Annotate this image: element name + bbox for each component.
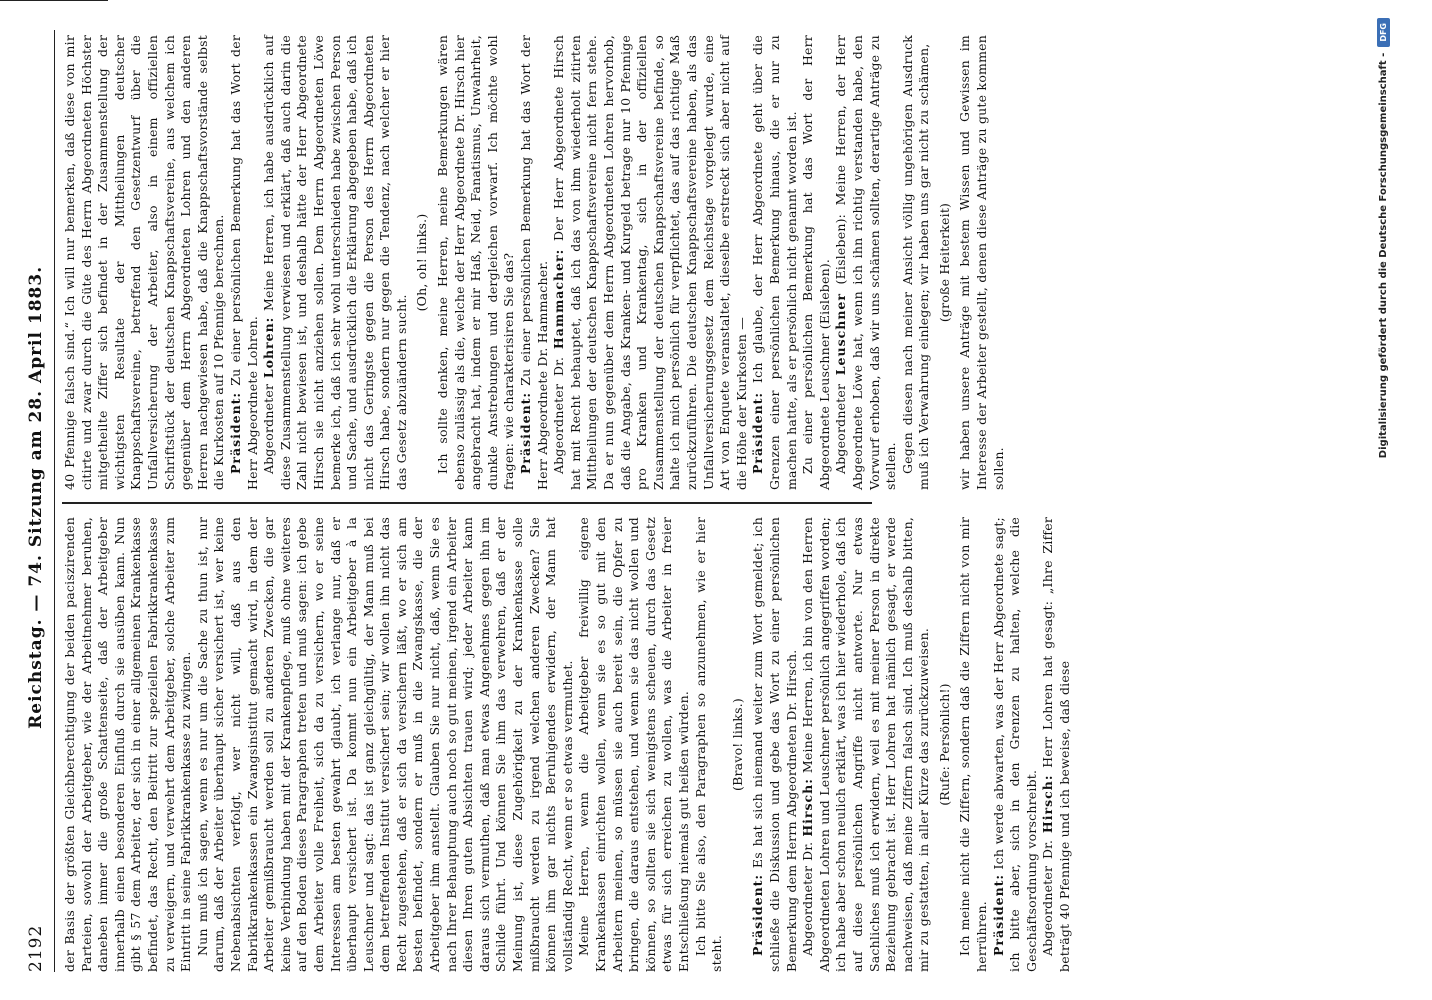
speaker-name: Präsident: (227, 391, 243, 474)
remark: (große Heiterkeit) (936, 202, 952, 323)
paragraph (750, 35, 800, 490)
remark: (Bravo! links.) (729, 698, 745, 791)
paragraph (991, 517, 1041, 972)
speaker-title: Abgeordneter Dr. (800, 841, 816, 956)
paragraph: Ich meine nicht die Ziffern, sondern daß die Ziffern nicht von mir herrühren. (957, 517, 990, 972)
speaker-name: Präsident: (518, 391, 534, 474)
speaker-name: Präsident: (750, 391, 766, 474)
speech-text: Zu einer persönlichen Bemerkung hat das Wort der Herr Abgeordnete Dr. Hammacher. (518, 35, 550, 490)
page-header (18, 30, 55, 972)
paragraph: Gegen diesen nach meiner Ansicht völlig ungehörigen Ausdruck muß ich Verwahrung einlegen; wir haben uns gar nicht zu schämen, (899, 35, 932, 490)
speech-text: Ich glaube, der Herr Abgeordnete geht über die Grenzen einer persönlichen Bemerkung hinaus, die er nur zu machen hatte, als er persönlich nicht genannt worden ist. (750, 35, 799, 490)
speech-text: (Eisleben): Meine Herren, der Herr Abgeordnete Löwe hat, wenn ich ihn richtig verstanden habe, den Vorwurf erhoben, daß wir uns schämen sollten, derartige Anträge zu stellen. (833, 35, 899, 490)
paragraph: wir haben unsere Anträge mit bestem Wissen und Gewissen im Interesse der Arbeiter gestellt, denen diese Anträge zu gute kommen sollen. (957, 35, 1006, 490)
paragraph: der Basis der größten Gleichberechtigung der beiden paciszirenden Parteien, sowohl der Arbeitgeber, wie der Arbeitnehmer beruhen, daneben immer die große Schattenseite, daß der Arbeitgeber innerhalb einen besonderen Einfluß durch sie ausüben kann. Nun gibt § 57 dem Arbeiter, der sich in einer allgemeinen Krankenkasse befindet, das Recht, den Beitritt zur speziellen Fabrikkrankenkasse zu verweigern, und verwehrt dem Arbeitgeber, solche Arbeiter zum Eintritt in seine Fabrikkrankenkasse zu zwingen. (62, 517, 194, 972)
paragraph (228, 35, 261, 490)
remark: (Oh, oh! links.) (414, 213, 430, 312)
speech-text: Der Herr Abgeordnete Hirsch hat mit Recht behauptet, daß ich das von ihm wiederholt zitirten Mittheilungen der deutschen Knappschaftsvereine nicht fern stehe. Da er nun gegenüber dem Herrn Abgeordneten Lohren hervorhob, daß die Angabe, das Kranken- und Kurgeld betrage nur 10 Pfennige pro Kranken und Krankentag, sich in der offiziellen Zusammenstellung der deutschen Knappschaftsvereine befinde, so halte ich mich persönlich für verpflichtet, das auf das richtige Maß zurückzuführen. Die deutschen Knappschaftsvereine haben, als das Unfallversicherungsgesetz dem Reichstage vorgelegt wurde, eine Art von Enquete veranstaltet, dieselbe erstreckt sich aber nicht auf die Höhe der Kurkosten — (551, 35, 749, 490)
paragraph: Ich sollte denken, meine Herren, meine Bemerkungen wären ebenso zulässig als die, welche der Herr Abgeordnete Dr. Hirsch hier angebracht hat, indem er mir Haß, Neid, Fanatismus, Unwahrheit, dunkle Anstrebungen und dergleichen vorwarf. Ich möchte wohl fragen: wie charakterisiren Sie das? (435, 35, 517, 490)
speaker-name: Hammacher: (551, 248, 567, 350)
speaker-name: Lohren: (261, 316, 277, 379)
paragraph (518, 35, 551, 490)
column-divider (62, 503, 872, 505)
dfg-logo: DFG (1377, 18, 1390, 47)
speaker-name: Hirsch: (1040, 774, 1056, 834)
paragraph (261, 35, 410, 490)
paragraph: Ich bitte Sie also, den Paragraphen so anzunehmen, wie er hier steht. (692, 517, 725, 972)
speech-text: Ich werde abwarten, was der Herr Abgeordnete sagt; ich bitte aber, sich in den Grenzen zu halten, welche die Geschäftsordnung vorschreibt. (990, 517, 1039, 972)
paragraph (800, 517, 933, 972)
page-number: 2192 (26, 924, 46, 972)
left-column (62, 517, 1073, 972)
speech-text: Herr Lohren hat gesagt: „Ihre Ziffer beträgt 40 Pfennige und ich beweise, daß diese (1040, 517, 1073, 972)
paragraph (833, 35, 899, 490)
running-title: Reichstag. — 74. Sitzung am 28. April 1883. (26, 265, 46, 729)
speech-text: Zu einer persönlichen Bemerkung hat das Wort der Herr Abgeordnete Lohren. (227, 35, 260, 490)
speaker-name: Leuschner (833, 293, 849, 376)
paragraph: 40 Pfennige falsch sind.“ Ich will nur bemerken, daß diese von mir citirte und zwar durch die Güte des Herrn Abgeordneten Höchster mitgetheilte Ziffer sich befindet in der Zusammenstellung der wichtigsten Resultate der Mittheilungen deutscher Knappschaftsvereine, betreffend den Gesetzentwurf über die Unfallversicherung der Arbeiter, also in einem offiziellen Schriftstück der deutschen Knappschaftsvereine, aus welchem ich gegenüber dem Herrn Abgeordneten Lohren und den anderen Herren nachgewiesen habe, daß die Knappschaftsvorstände selbst die Kurkosten auf 10 Pfennige berechnen. (62, 35, 227, 490)
paragraph (750, 517, 800, 972)
speech-text: Meine Herren, ich habe ausdrücklich auf diese Zusammenstellung verwiesen und erklärt, daß auch darin die Zahl nicht bewiesen ist, und deshalb hätte der Herr Abgeordnete Hirsch sie nicht anziehen sollen. Dem Herrn Abgeordneten Löwe bemerke ich, daß ich sehr wohl unterschieden habe zwischen Person und Sache, und ausdrücklich die Erklärung abgegeben habe, daß ich nicht das Geringste gegen die Person des Herrn Abgeordneten Hirsch habe, sondern nur gegen die Tendenz, nach welcher er hier das Gesetz abzuändern sucht. (261, 35, 409, 490)
speaker-name: Präsident: (990, 873, 1006, 956)
remark: (Rufe: Persönlich!) (936, 683, 952, 806)
digitization-credit (1372, 0, 1394, 1000)
speaker-name: Hirsch: (800, 778, 816, 837)
paragraph (1040, 517, 1073, 972)
speaker-title: Abgeordneter (833, 383, 849, 474)
paragraph: Zu einer persönlichen Bemerkung hat das Wort der Herr Abgeordnete Leuschner (Eisleben). (800, 35, 832, 490)
speaker-name: Präsident: (750, 873, 766, 956)
speaker-title: Abgeordneter Dr. (1040, 839, 1056, 956)
paragraph: Meine Herren, wenn die Arbeitgeber freiwillig eigene Krankenkassen einrichten wollen, wenn sie es so gut mit den Arbeitern meinen, so müssen sie auch bereit sein, die Opfer zu bringen, die daraus entstehen, und wenn sie das nicht wollen und können, so sollten sie sich wenigstens scheuen, durch das Gesetz etwas für sich erreichen zu wollen, was die Arbeiter in freier Entschließung niemals gut heißen würden. (576, 517, 691, 972)
speaker-title: Abgeordneter (261, 383, 277, 474)
credit-text: Digitalisierung gefördert durch die Deutsche Forschungsgemeinschaft - (1377, 52, 1389, 459)
speaker-title: Abgeordneter Dr. (551, 356, 567, 474)
speech-text: Meine Herren, ich bin von den Herren Abgeordneten Lohren und Leuschner persönlich angegriffen worden; ich habe aber schon neulich erklärt, was ich hier wiederhole, daß ich auf diese persönlichen Angriffe nicht antworte. Nur etwas Sachliches muß ich erwidern, weil es mit meiner Person in direkte Beziehung gebracht ist. Herr Lohren hat nämlich gesagt, er werde nachweisen, daß meine Ziffern falsch sind. Ich muß deshalb bitten, mir zu gestatten, in aller Kürze das zurückzuweisen. (800, 517, 932, 972)
right-column (62, 35, 1006, 490)
paragraph: Nun muß ich sagen, wenn es nur um die Sache zu thun ist, nur darum, daß der Arbeiter überhaupt sicher versichert ist, wer keine Nebenabsichten verfolgt, wer nicht will, daß aus den Fabrikkrankenkassen ein Zwangsinstitut gemacht wird, in dem der Arbeiter gemißbraucht werden soll zu anderen Zwecken, die gar keine Verbindung haben mit der Krankenpflege, muß ohne weiteres auf den Boden dieses Paragraphen treten und muß sagen: ich gebe dem Arbeiter volle Freiheit, sich da zu versichern, wo er seine Interessen am besten gewahrt glaubt, ich verlange nur, daß er überhaupt versichert ist. Da kommt nun ein Arbeitgeber à la Leuschner und sagt: das ist ganz gleichgültig, der Mann muß bei dem betreffenden Institut versichert sein; wir wollen ihn nicht das Recht zugestehen, daß er sich da versichern läßt, wo er sich am besten befindet, sondern er muß in die Zwangskasse, die der Arbeitgeber ihm anstellt. Glauben Sie nur nicht, daß, wenn Sie es nach Ihrer Behauptung auch noch so gut meinen, irgend ein Arbeiter diesen Ihren guten Absichten trauen wird; jeder Arbeiter kann daraus sich vermuthen, daß man etwas Angenehmes gegen ihn im Schilde führt. Und können Sie ihm das verwehren, daß er der Meinung ist, diese Zugehörigkeit zu der Krankenkasse solle mißbraucht werden zu irgend welchen anderen Zwecken? Sie können ihm gar nichts Beruhigendes erwidern, der Mann hat vollständig Recht, wenn er so etwas vermuthet. (194, 517, 575, 972)
paragraph (551, 35, 750, 490)
speech-text: Es hat sich niemand weiter zum Wort gemeldet; ich schließe die Diskussion und gebe das Wort zu einer persönlichen Bemerkung dem Herrn Abgeordneten Dr. Hirsch. (750, 517, 799, 972)
